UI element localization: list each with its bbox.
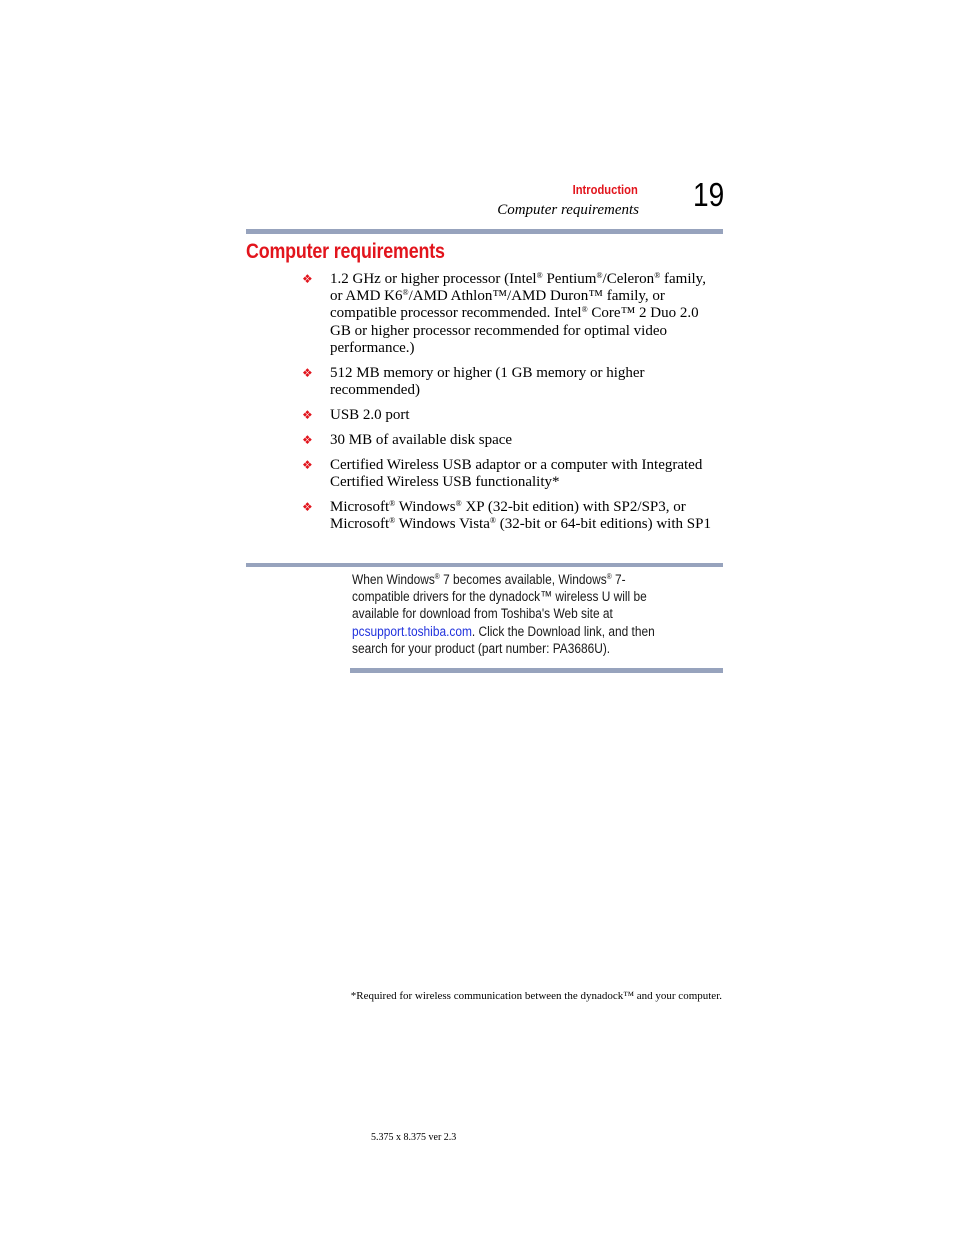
requirement-wireless: Certified Wireless USB adaptor or a computer with Integrated Certified Wireless USB functionality* bbox=[330, 457, 703, 491]
note-top-rule bbox=[246, 563, 723, 567]
requirement-disk: 30 MB of available disk space bbox=[330, 432, 513, 449]
pcsupport-link[interactable]: pcsupport.toshiba.com bbox=[352, 623, 472, 640]
running-header-section: Introduction bbox=[572, 182, 638, 197]
requirement-usb: USB 2.0 port bbox=[330, 407, 410, 424]
bullet-icon: ❖ bbox=[302, 272, 313, 286]
list-item bbox=[302, 407, 722, 424]
bullet-icon: ❖ bbox=[302, 458, 313, 473]
bullet-icon: ❖ bbox=[302, 500, 313, 515]
footnote: *Required for wireless communication between the dynadock™ and your computer. bbox=[350, 990, 722, 1002]
requirements-list bbox=[302, 271, 722, 541]
list-item bbox=[302, 365, 722, 399]
section-title: Computer requirements bbox=[246, 240, 445, 263]
note-bottom-rule bbox=[350, 668, 723, 673]
list-item bbox=[302, 432, 722, 449]
top-divider-rule bbox=[246, 229, 723, 234]
list-item bbox=[302, 271, 722, 357]
print-info: 5.375 x 8.375 ver 2.3 bbox=[371, 1132, 457, 1143]
requirement-os: Microsoft® Windows® XP (32-bit edition) with SP2/SP3, or Microsoft® Windows Vista® (32-bit or 64-bit editions) with SP1 bbox=[330, 499, 711, 533]
bullet-icon: ❖ bbox=[302, 408, 313, 423]
requirement-memory: 512 MB memory or higher (1 GB memory or higher recommended) bbox=[330, 364, 645, 399]
bullet-icon: ❖ bbox=[302, 433, 313, 448]
requirement-processor: 1.2 GHz or higher processor (Intel® Pentium®/Celeron® family, or AMD K6®/AMD Athlon™/AMD Duron™ family, or compatible processor recommended. Intel® Core™ 2 Duo 2.0 GB or higher processor recommended for optimal video performance.) bbox=[330, 271, 706, 356]
running-header-subtitle: Computer requirements bbox=[497, 202, 639, 218]
list-item bbox=[302, 499, 722, 533]
page-number: 19 bbox=[693, 176, 725, 213]
note-box: When Windows® 7 becomes available, Windows® 7-compatible drivers for the dynadock™ wireless U will be available for download from Toshiba's Web site at pcsupport.toshiba.com. Click the Download link, and then search for your product (part number: PA3686U). bbox=[352, 572, 655, 657]
bullet-icon: ❖ bbox=[302, 365, 313, 380]
list-item bbox=[302, 457, 722, 491]
